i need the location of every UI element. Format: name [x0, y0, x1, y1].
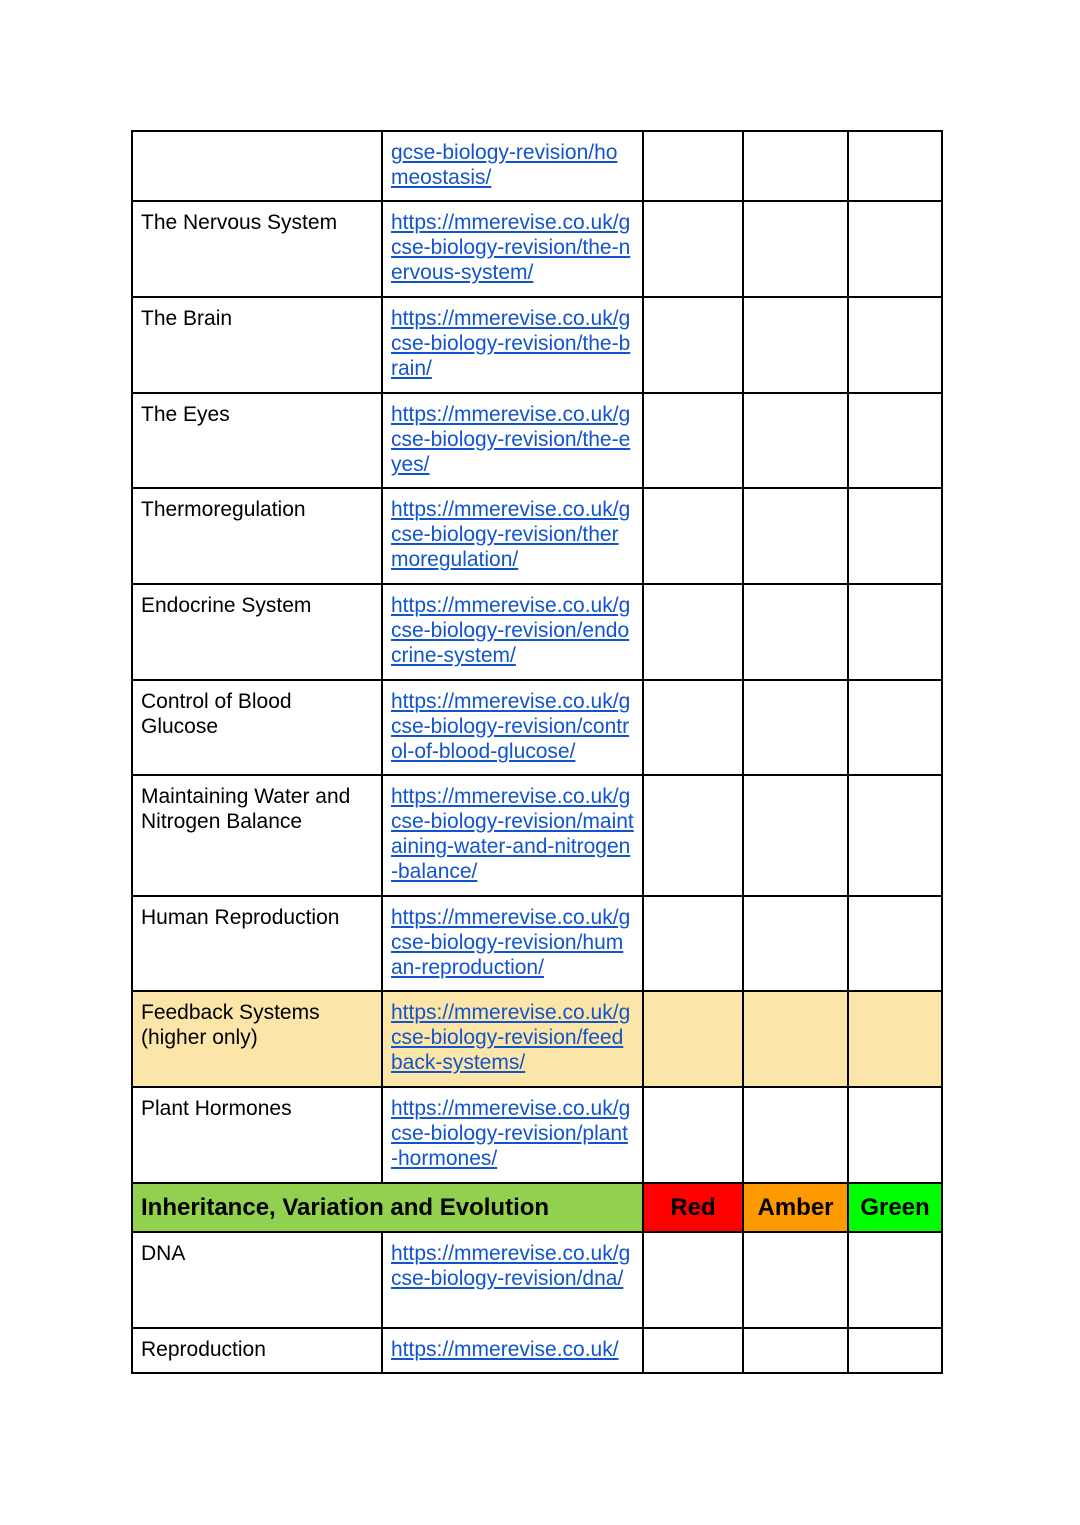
link-cell [382, 584, 643, 680]
red-cell[interactable] [643, 131, 743, 201]
topic-cell: Plant Hormones [132, 1087, 382, 1183]
green-cell[interactable] [848, 297, 942, 393]
link-cell [382, 775, 643, 896]
table-row [132, 1087, 942, 1183]
red-cell[interactable] [643, 775, 743, 896]
revision-link[interactable]: https://mmerevise.co.uk/gcse-biology-revision/the-nervous-system/ [391, 211, 631, 284]
green-cell[interactable] [848, 584, 942, 680]
link-cell [382, 1232, 643, 1328]
topic-cell: Human Reproduction [132, 896, 382, 991]
amber-cell[interactable] [743, 1087, 848, 1183]
green-cell[interactable] [848, 488, 942, 584]
amber-header: Amber [743, 1183, 848, 1232]
amber-cell[interactable] [743, 297, 848, 393]
amber-cell[interactable] [743, 896, 848, 991]
green-cell[interactable] [848, 680, 942, 775]
revision-link[interactable]: https://mmerevise.co.uk/gcse-biology-revision/plant-hormones/ [391, 1097, 631, 1170]
red-cell[interactable] [643, 297, 743, 393]
revision-link[interactable]: gcse-biology-revision/homeostasis/ [391, 141, 618, 189]
amber-cell[interactable] [743, 775, 848, 896]
topic-cell: The Brain [132, 297, 382, 393]
green-cell[interactable] [848, 1328, 942, 1373]
red-cell[interactable] [643, 488, 743, 584]
table-row [132, 896, 942, 991]
green-cell[interactable] [848, 991, 942, 1087]
topic-cell: DNA [132, 1232, 382, 1328]
table-row-highlighted [132, 991, 942, 1087]
amber-cell[interactable] [743, 991, 848, 1087]
revision-link[interactable]: https://mmerevise.co.uk/gcse-biology-revision/thermoregulation/ [391, 498, 631, 571]
amber-cell[interactable] [743, 488, 848, 584]
revision-link[interactable]: https://mmerevise.co.uk/gcse-biology-revision/endocrine-system/ [391, 594, 631, 667]
red-cell[interactable] [643, 680, 743, 775]
topic-cell: Endocrine System [132, 584, 382, 680]
red-cell[interactable] [643, 393, 743, 488]
revision-link[interactable]: https://mmerevise.co.uk/gcse-biology-revision/the-brain/ [391, 307, 631, 380]
green-cell[interactable] [848, 896, 942, 991]
red-cell[interactable] [643, 201, 743, 297]
table-row [132, 680, 942, 775]
green-cell[interactable] [848, 131, 942, 201]
link-cell [382, 201, 643, 297]
table-row [132, 775, 942, 896]
table-row [132, 584, 942, 680]
revision-link[interactable]: https://mmerevise.co.uk/gcse-biology-revision/feedback-systems/ [391, 1001, 631, 1074]
red-cell[interactable] [643, 991, 743, 1087]
section-title: Inheritance, Variation and Evolution [132, 1183, 643, 1232]
section-header-row [132, 1183, 942, 1232]
table-row [132, 131, 942, 201]
link-cell [382, 488, 643, 584]
link-cell [382, 1328, 643, 1373]
topic-cell: Control of Blood Glucose [132, 680, 382, 775]
amber-cell[interactable] [743, 680, 848, 775]
amber-cell[interactable] [743, 1232, 848, 1328]
table-row [132, 1328, 942, 1373]
table-row [132, 488, 942, 584]
revision-link[interactable]: https://mmerevise.co.uk/ [391, 1338, 619, 1361]
amber-cell[interactable] [743, 584, 848, 680]
red-cell[interactable] [643, 584, 743, 680]
link-cell [382, 131, 643, 201]
topic-cell: Maintaining Water and Nitrogen Balance [132, 775, 382, 896]
green-cell[interactable] [848, 393, 942, 488]
topic-cell: Feedback Systems (higher only) [132, 991, 382, 1087]
topic-cell: The Nervous System [132, 201, 382, 297]
amber-cell[interactable] [743, 1328, 848, 1373]
table-row [132, 201, 942, 297]
link-cell [382, 991, 643, 1087]
red-cell[interactable] [643, 1087, 743, 1183]
red-cell[interactable] [643, 896, 743, 991]
green-header: Green [848, 1183, 942, 1232]
revision-link[interactable]: https://mmerevise.co.uk/gcse-biology-revision/human-reproduction/ [391, 906, 631, 979]
amber-cell[interactable] [743, 131, 848, 201]
green-cell[interactable] [848, 1232, 942, 1328]
red-cell[interactable] [643, 1328, 743, 1373]
topic-cell: The Eyes [132, 393, 382, 488]
topic-cell: Reproduction [132, 1328, 382, 1373]
green-cell[interactable] [848, 201, 942, 297]
table-row [132, 297, 942, 393]
revision-link[interactable]: https://mmerevise.co.uk/gcse-biology-revision/maintaining-water-and-nitrogen-balance/ [391, 785, 634, 883]
amber-cell[interactable] [743, 393, 848, 488]
table-row [132, 393, 942, 488]
link-cell [382, 297, 643, 393]
revision-link[interactable]: https://mmerevise.co.uk/gcse-biology-revision/dna/ [391, 1242, 631, 1290]
green-cell[interactable] [848, 1087, 942, 1183]
revision-link[interactable]: https://mmerevise.co.uk/gcse-biology-revision/control-of-blood-glucose/ [391, 690, 631, 763]
link-cell [382, 680, 643, 775]
red-cell[interactable] [643, 1232, 743, 1328]
table-row [132, 1232, 942, 1328]
link-cell [382, 896, 643, 991]
red-header: Red [643, 1183, 743, 1232]
revision-link[interactable]: https://mmerevise.co.uk/gcse-biology-revision/the-eyes/ [391, 403, 631, 476]
link-cell [382, 393, 643, 488]
link-cell [382, 1087, 643, 1183]
topic-cell: Thermoregulation [132, 488, 382, 584]
green-cell[interactable] [848, 775, 942, 896]
revision-checklist-table [131, 130, 943, 1374]
amber-cell[interactable] [743, 201, 848, 297]
topic-cell [132, 131, 382, 201]
